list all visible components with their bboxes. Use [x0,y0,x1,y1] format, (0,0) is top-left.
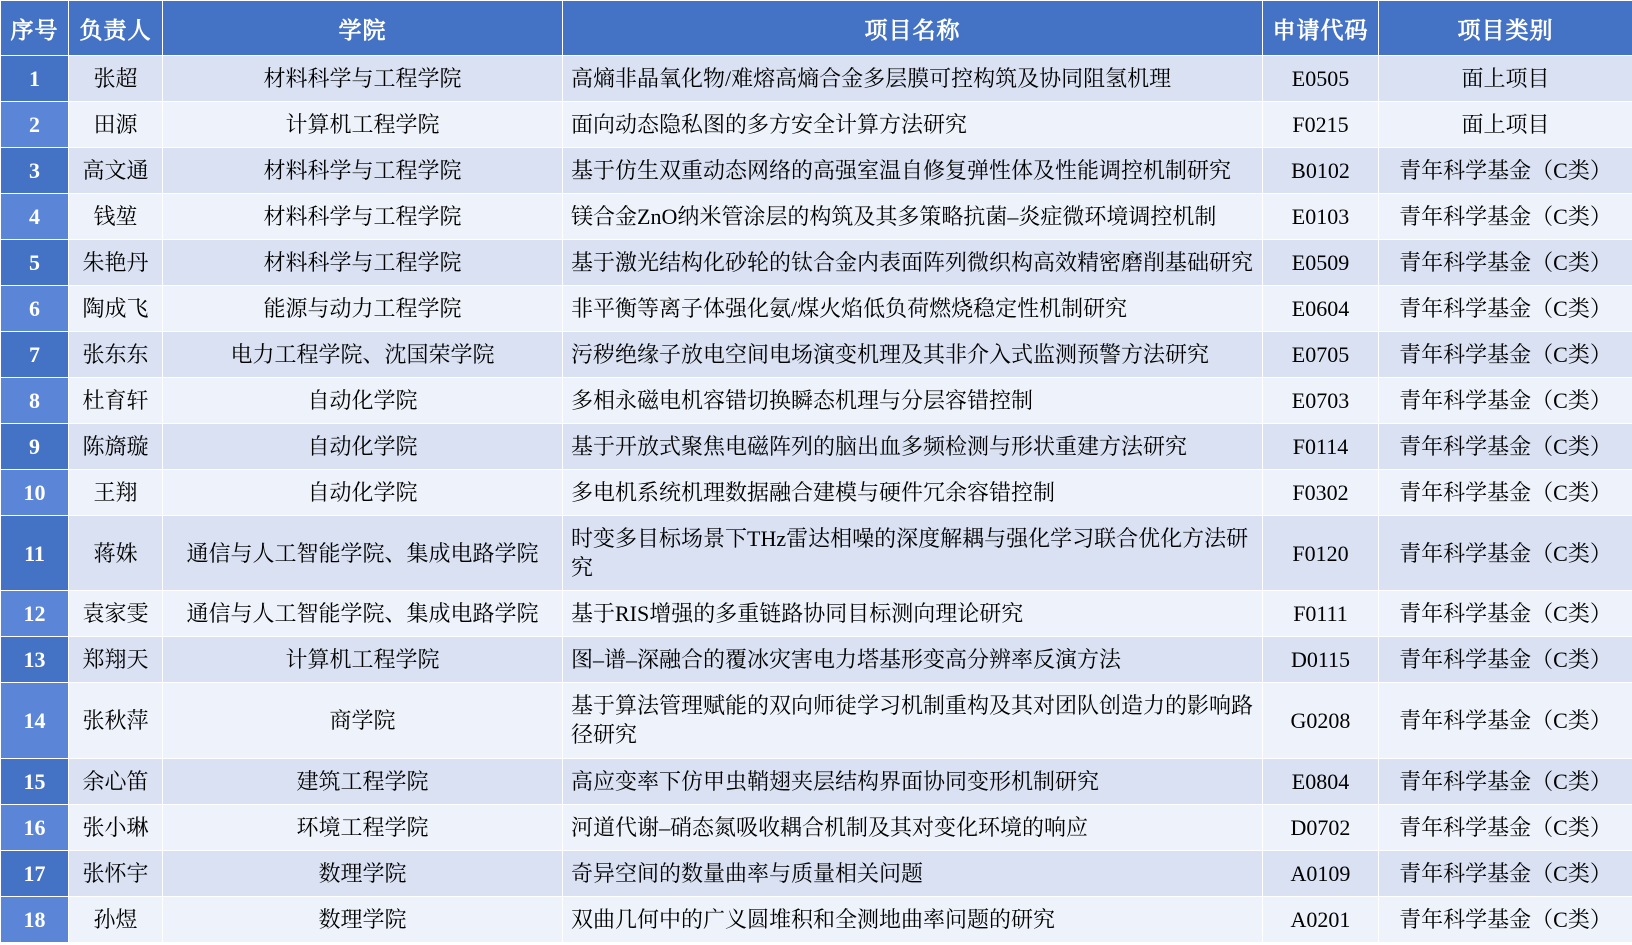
cell-college: 电力工程学院、沈国荣学院 [163,332,563,378]
table-row [1,804,1632,850]
cell-code: E0703 [1263,378,1379,424]
cell-type: 青年科学基金（C类） [1379,194,1632,240]
cell-owner: 张超 [69,56,163,102]
cell-college: 材料科学与工程学院 [163,240,563,286]
cell-college: 数理学院 [163,850,563,896]
cell-type: 青年科学基金（C类） [1379,148,1632,194]
column-header-owner: 负责人 [69,1,163,56]
table-row [1,148,1632,194]
cell-project: 非平衡等离子体强化氨/煤火焰低负荷燃烧稳定性机制研究 [563,286,1263,332]
cell-owner: 蒋姝 [69,516,163,591]
cell-project: 污秽绝缘子放电空间电场演变机理及其非介入式监测预警方法研究 [563,332,1263,378]
cell-index: 13 [1,637,69,683]
cell-project: 高应变率下仿甲虫鞘翅夹层结构界面协同变形机制研究 [563,758,1263,804]
cell-college: 商学院 [163,683,563,758]
cell-index: 16 [1,804,69,850]
cell-college: 材料科学与工程学院 [163,148,563,194]
cell-owner: 张秋萍 [69,683,163,758]
cell-code: F0215 [1263,102,1379,148]
cell-project: 基于开放式聚焦电磁阵列的脑出血多频检测与形状重建方法研究 [563,424,1263,470]
cell-type: 青年科学基金（C类） [1379,683,1632,758]
column-header-type: 项目类别 [1379,1,1632,56]
cell-type: 青年科学基金（C类） [1379,591,1632,637]
cell-index: 7 [1,332,69,378]
cell-type: 青年科学基金（C类） [1379,470,1632,516]
cell-project: 基于算法管理赋能的双向师徒学习机制重构及其对团队创造力的影响路径研究 [563,683,1263,758]
table-row [1,758,1632,804]
cell-index: 4 [1,194,69,240]
cell-project: 奇异空间的数量曲率与质量相关问题 [563,850,1263,896]
table-row [1,591,1632,637]
column-header-code: 申请代码 [1263,1,1379,56]
table-row [1,240,1632,286]
cell-owner: 郑翔天 [69,637,163,683]
cell-owner: 田源 [69,102,163,148]
cell-project: 时变多目标场景下THz雷达相噪的深度解耦与强化学习联合优化方法研究 [563,516,1263,591]
header-row [1,1,1632,56]
cell-project: 图–谱–深融合的覆冰灾害电力塔基形变高分辨率反演方法 [563,637,1263,683]
cell-owner: 王翔 [69,470,163,516]
cell-project: 面向动态隐私图的多方安全计算方法研究 [563,102,1263,148]
cell-college: 通信与人工智能学院、集成电路学院 [163,591,563,637]
cell-type: 青年科学基金（C类） [1379,850,1632,896]
table-header [1,1,1632,56]
cell-college: 能源与动力工程学院 [163,286,563,332]
cell-code: F0111 [1263,591,1379,637]
cell-owner: 陶成飞 [69,286,163,332]
cell-index: 6 [1,286,69,332]
cell-type: 青年科学基金（C类） [1379,637,1632,683]
cell-college: 建筑工程学院 [163,758,563,804]
table-row [1,194,1632,240]
cell-type: 青年科学基金（C类） [1379,516,1632,591]
cell-code: B0102 [1263,148,1379,194]
cell-college: 材料科学与工程学院 [163,194,563,240]
cell-code: E0604 [1263,286,1379,332]
cell-index: 9 [1,424,69,470]
table-row [1,378,1632,424]
table-row [1,637,1632,683]
cell-project: 双曲几何中的广义圆堆积和全测地曲率问题的研究 [563,896,1263,942]
cell-index: 18 [1,896,69,942]
cell-index: 5 [1,240,69,286]
cell-college: 材料科学与工程学院 [163,56,563,102]
cell-college: 自动化学院 [163,378,563,424]
cell-project: 基于激光结构化砂轮的钛合金内表面阵列微织构高效精密磨削基础研究 [563,240,1263,286]
cell-project: 多相永磁电机容错切换瞬态机理与分层容错控制 [563,378,1263,424]
cell-code: E0705 [1263,332,1379,378]
table-row [1,56,1632,102]
cell-project: 基于RIS增强的多重链路协同目标测向理论研究 [563,591,1263,637]
cell-type: 青年科学基金（C类） [1379,240,1632,286]
column-header-project: 项目名称 [563,1,1263,56]
cell-owner: 杜育轩 [69,378,163,424]
cell-project: 基于仿生双重动态网络的高强室温自修复弹性体及性能调控机制研究 [563,148,1263,194]
table-row [1,286,1632,332]
cell-index: 1 [1,56,69,102]
cell-code: D0702 [1263,804,1379,850]
column-header-index: 序号 [1,1,69,56]
cell-index: 2 [1,102,69,148]
cell-type: 面上项目 [1379,56,1632,102]
cell-project: 河道代谢–硝态氮吸收耦合机制及其对变化环境的响应 [563,804,1263,850]
cell-owner: 袁家雯 [69,591,163,637]
cell-code: G0208 [1263,683,1379,758]
cell-project: 高熵非晶氧化物/难熔高熵合金多层膜可控构筑及协同阻氢机理 [563,56,1263,102]
cell-college: 环境工程学院 [163,804,563,850]
cell-code: F0114 [1263,424,1379,470]
cell-index: 8 [1,378,69,424]
cell-index: 14 [1,683,69,758]
cell-project: 多电机系统机理数据融合建模与硬件冗余容错控制 [563,470,1263,516]
cell-college: 自动化学院 [163,470,563,516]
cell-college: 计算机工程学院 [163,102,563,148]
cell-code: A0201 [1263,896,1379,942]
table-row [1,516,1632,591]
cell-owner: 陈旖璇 [69,424,163,470]
cell-project: 镁合金ZnO纳米管涂层的构筑及其多策略抗菌–炎症微环境调控机制 [563,194,1263,240]
cell-owner: 钱堃 [69,194,163,240]
table-row [1,850,1632,896]
cell-owner: 张小琳 [69,804,163,850]
table-row [1,683,1632,758]
cell-index: 10 [1,470,69,516]
cell-college: 自动化学院 [163,424,563,470]
cell-index: 11 [1,516,69,591]
cell-code: A0109 [1263,850,1379,896]
cell-owner: 张东东 [69,332,163,378]
cell-type: 青年科学基金（C类） [1379,896,1632,942]
cell-code: E0509 [1263,240,1379,286]
cell-college: 通信与人工智能学院、集成电路学院 [163,516,563,591]
table-row [1,102,1632,148]
table-row [1,332,1632,378]
cell-owner: 朱艳丹 [69,240,163,286]
cell-index: 12 [1,591,69,637]
cell-type: 青年科学基金（C类） [1379,378,1632,424]
cell-code: E0505 [1263,56,1379,102]
cell-type: 青年科学基金（C类） [1379,332,1632,378]
table-row [1,424,1632,470]
cell-type: 青年科学基金（C类） [1379,424,1632,470]
cell-index: 17 [1,850,69,896]
column-header-college: 学院 [163,1,563,56]
cell-type: 青年科学基金（C类） [1379,804,1632,850]
cell-owner: 张怀宇 [69,850,163,896]
cell-code: E0103 [1263,194,1379,240]
cell-type: 面上项目 [1379,102,1632,148]
cell-owner: 余心笛 [69,758,163,804]
cell-code: D0115 [1263,637,1379,683]
table-row [1,896,1632,942]
cell-owner: 高文通 [69,148,163,194]
table-row [1,470,1632,516]
cell-index: 15 [1,758,69,804]
cell-code: E0804 [1263,758,1379,804]
table-body [1,56,1632,943]
cell-index: 3 [1,148,69,194]
cell-type: 青年科学基金（C类） [1379,758,1632,804]
cell-owner: 孙煜 [69,896,163,942]
cell-college: 数理学院 [163,896,563,942]
cell-code: F0302 [1263,470,1379,516]
cell-type: 青年科学基金（C类） [1379,286,1632,332]
cell-code: F0120 [1263,516,1379,591]
cell-college: 计算机工程学院 [163,637,563,683]
